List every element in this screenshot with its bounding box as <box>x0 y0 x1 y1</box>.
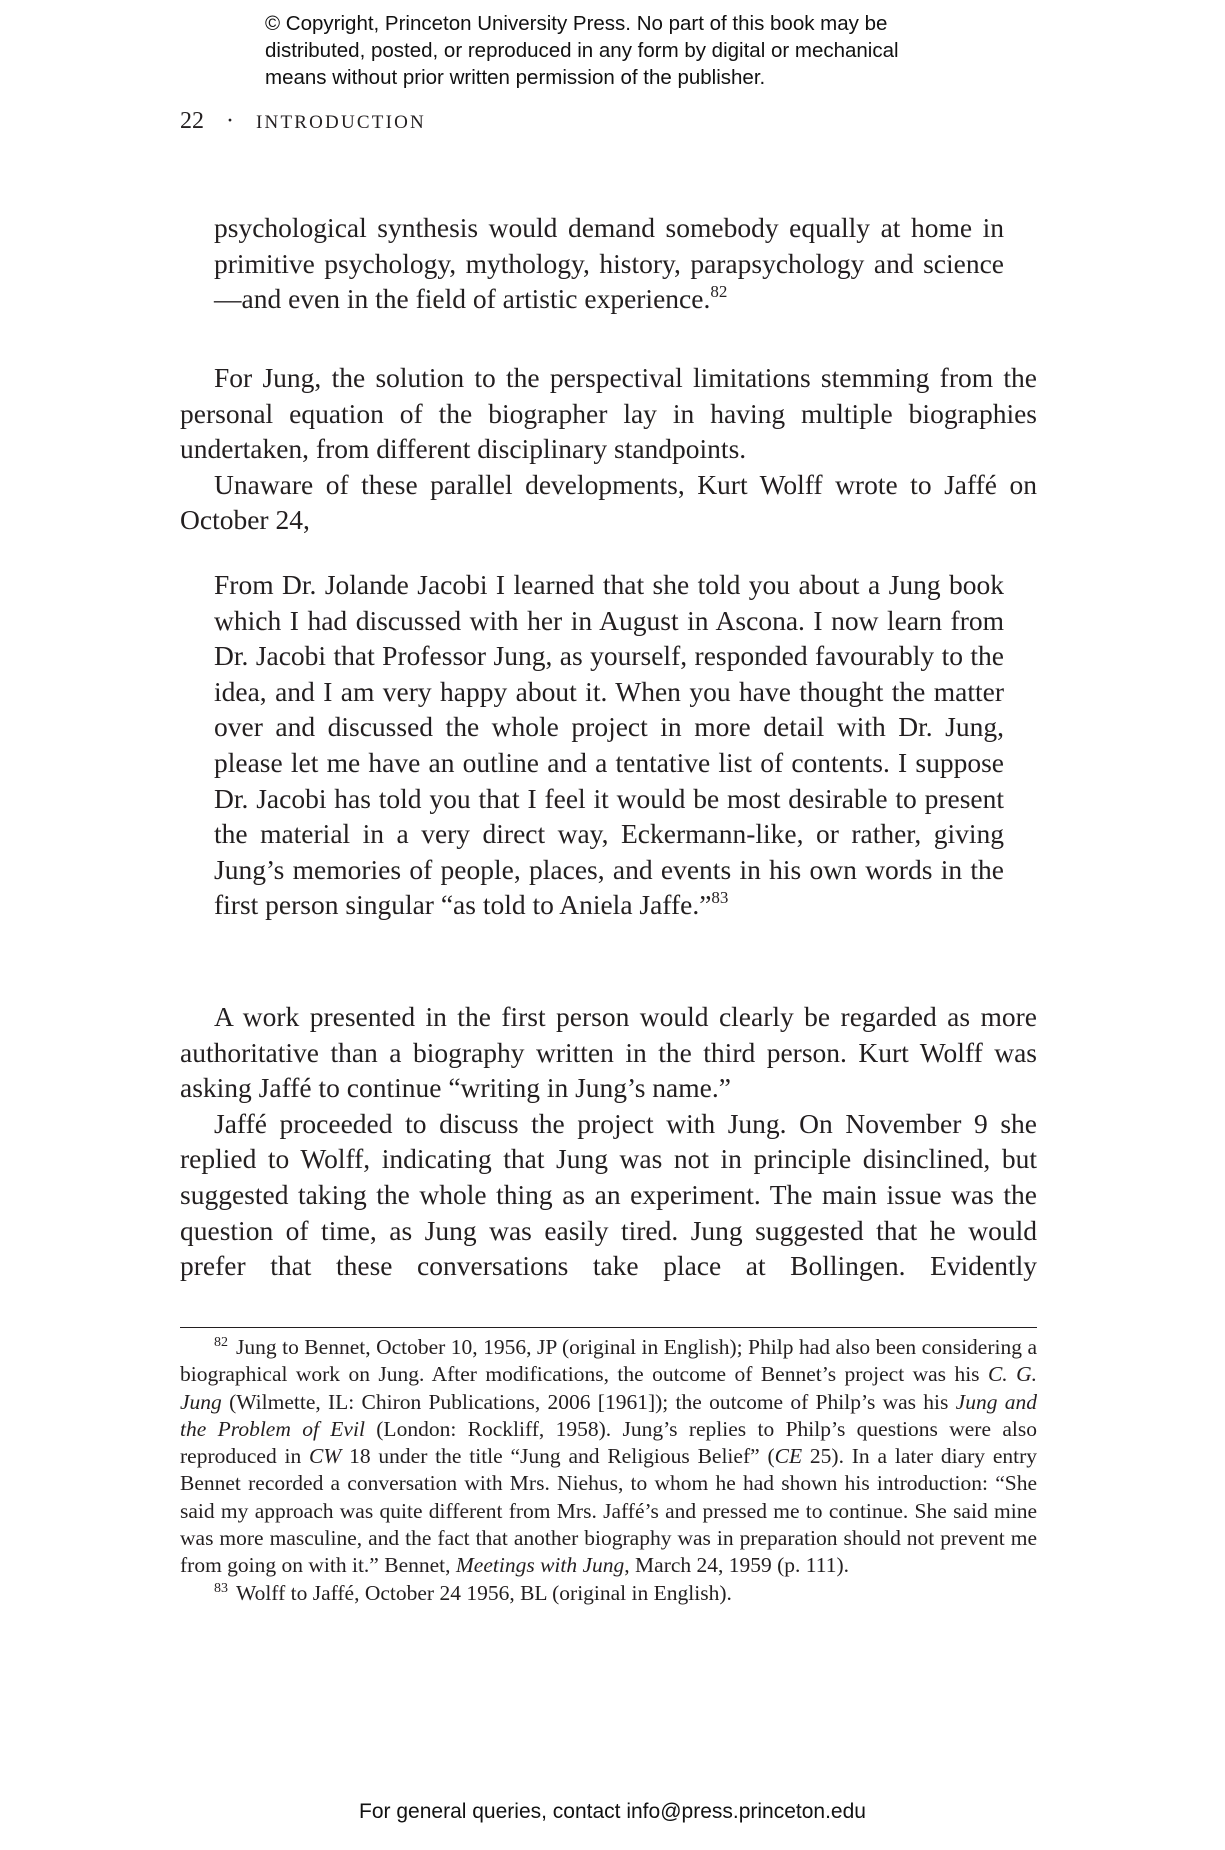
block-quote-2 <box>214 567 1004 923</box>
footnote-ref: 82 <box>710 282 728 302</box>
footnote-text: (London: Rockliff, 1958). Jung’s replies to Philp’s questions were also reproduced in <box>180 1416 1037 1469</box>
paragraph: For Jung, the solution to the perspectival limitations stemming from the personal equation of the biographer lay in having multiple biographies undertaken, from different disciplinary standpoints. <box>180 362 1037 465</box>
body-text-2 <box>180 999 1037 1284</box>
footnote-abbrev: CE <box>774 1444 803 1469</box>
footnote-ref: 83 <box>711 888 729 908</box>
page-number: 22 <box>180 108 204 134</box>
section-title: INTRODUCTION <box>256 112 426 133</box>
copyright-line: distributed, posted, or reproduced in any form by digital or mechanical <box>265 39 899 62</box>
footnote-number: 82 <box>214 1335 228 1350</box>
block-quote-1 <box>214 210 1004 317</box>
footnote-number: 83 <box>214 1580 228 1596</box>
copyright-line: means without prior written permission of the publisher. <box>265 66 766 89</box>
running-head <box>180 108 426 135</box>
copyright-notice <box>265 10 1025 91</box>
footnote-rule <box>180 1327 1037 1328</box>
footer-contact: For general queries, contact info@press.princeton.edu <box>359 1800 866 1823</box>
copyright-line: © Copyright, Princeton University Press. No part of this book may be <box>265 12 888 35</box>
paragraph: Jaffé proceeded to discuss the project with Jung. On November 9 she replied to Wolff, indicating that Jung was not in principle disinclined, but suggested taking the whole thing as an experiment. The main issue was the question of time, as Jung was easily tired. Jung suggested that he would prefer that these conversations take place at Bollingen. Evidently <box>180 1107 1037 1282</box>
footnote-text: (Wilmette, IL: Chiron Publications, 2006 [1961]); the outcome of Philp’s was his <box>221 1389 956 1414</box>
footnote-title: Jung and the Problem of Evil <box>180 1389 1037 1441</box>
footnote-82 <box>180 1334 1037 1580</box>
footnote-text: , March 24, 1959 (p. 111). <box>624 1553 849 1578</box>
footnote-text: Wolff to Jaffé, October 24 1956, BL (original in English). <box>236 1580 732 1605</box>
footnote-83 <box>180 1580 1037 1607</box>
footnotes <box>180 1334 1037 1607</box>
body-text-1 <box>180 360 1037 538</box>
running-head-separator: · <box>226 108 234 134</box>
footnote-title: C. G. Jung <box>180 1362 1037 1414</box>
footnote-text: 25). In a later diary entry Bennet recorded a conversation with Mrs. Niehus, to whom he had shown his introduction: “She said my approach was quite different from Mrs. Jaffé’s and pressed me to continue. She said mine was more masculine, and the fact that another biography was in preparation should not prevent me from going on with it.” Bennet, <box>180 1444 1038 1578</box>
paragraph: Unaware of these parallel developments, Kurt Wolff wrote to Jaffé on October 24, <box>180 468 1037 536</box>
quote-text: From Dr. Jolande Jacobi I learned that she told you about a Jung book which I had discussed with her in August in Ascona. I now learn from Dr. Jacobi that Professor Jung, as yourself, responded favourably to the idea, and I am very happy about it. When you have thought the matter over and discussed the whole project in more detail with Dr. Jung, please let me have an outline and a tentative list of contents. I suppose Dr. Jacobi has told you that I feel it would be most desirable to present the material in a very direct way, Eckermann-like, or rather, giving Jung’s memories of people, places, and events in his own words in the first person singular “as told to Aniela Jaffe.” <box>214 569 1004 921</box>
footnote-text: Jung to Bennet, October 10, 1956, JP (original in English); Philp had also been considering a biographical work on Jung. After modifications, the outcome of Bennet’s project was his <box>180 1335 1037 1387</box>
footnote-title: Meetings with Jung <box>455 1553 625 1578</box>
footnote-text: 18 under the title “Jung and Religious Belief” ( <box>341 1444 775 1469</box>
footnote-abbrev: CW <box>309 1444 342 1469</box>
paragraph: A work presented in the first person would clearly be regarded as more authoritative than a biography written in the third person. Kurt Wolff was asking Jaffé to continue “writing in Jung’s name.” <box>180 1001 1037 1104</box>
quote-text: psychological synthesis would demand somebody equally at home in primitive psychology, mythology, history, parapsychology and science—and even in the field of artistic experience. <box>214 212 1004 315</box>
